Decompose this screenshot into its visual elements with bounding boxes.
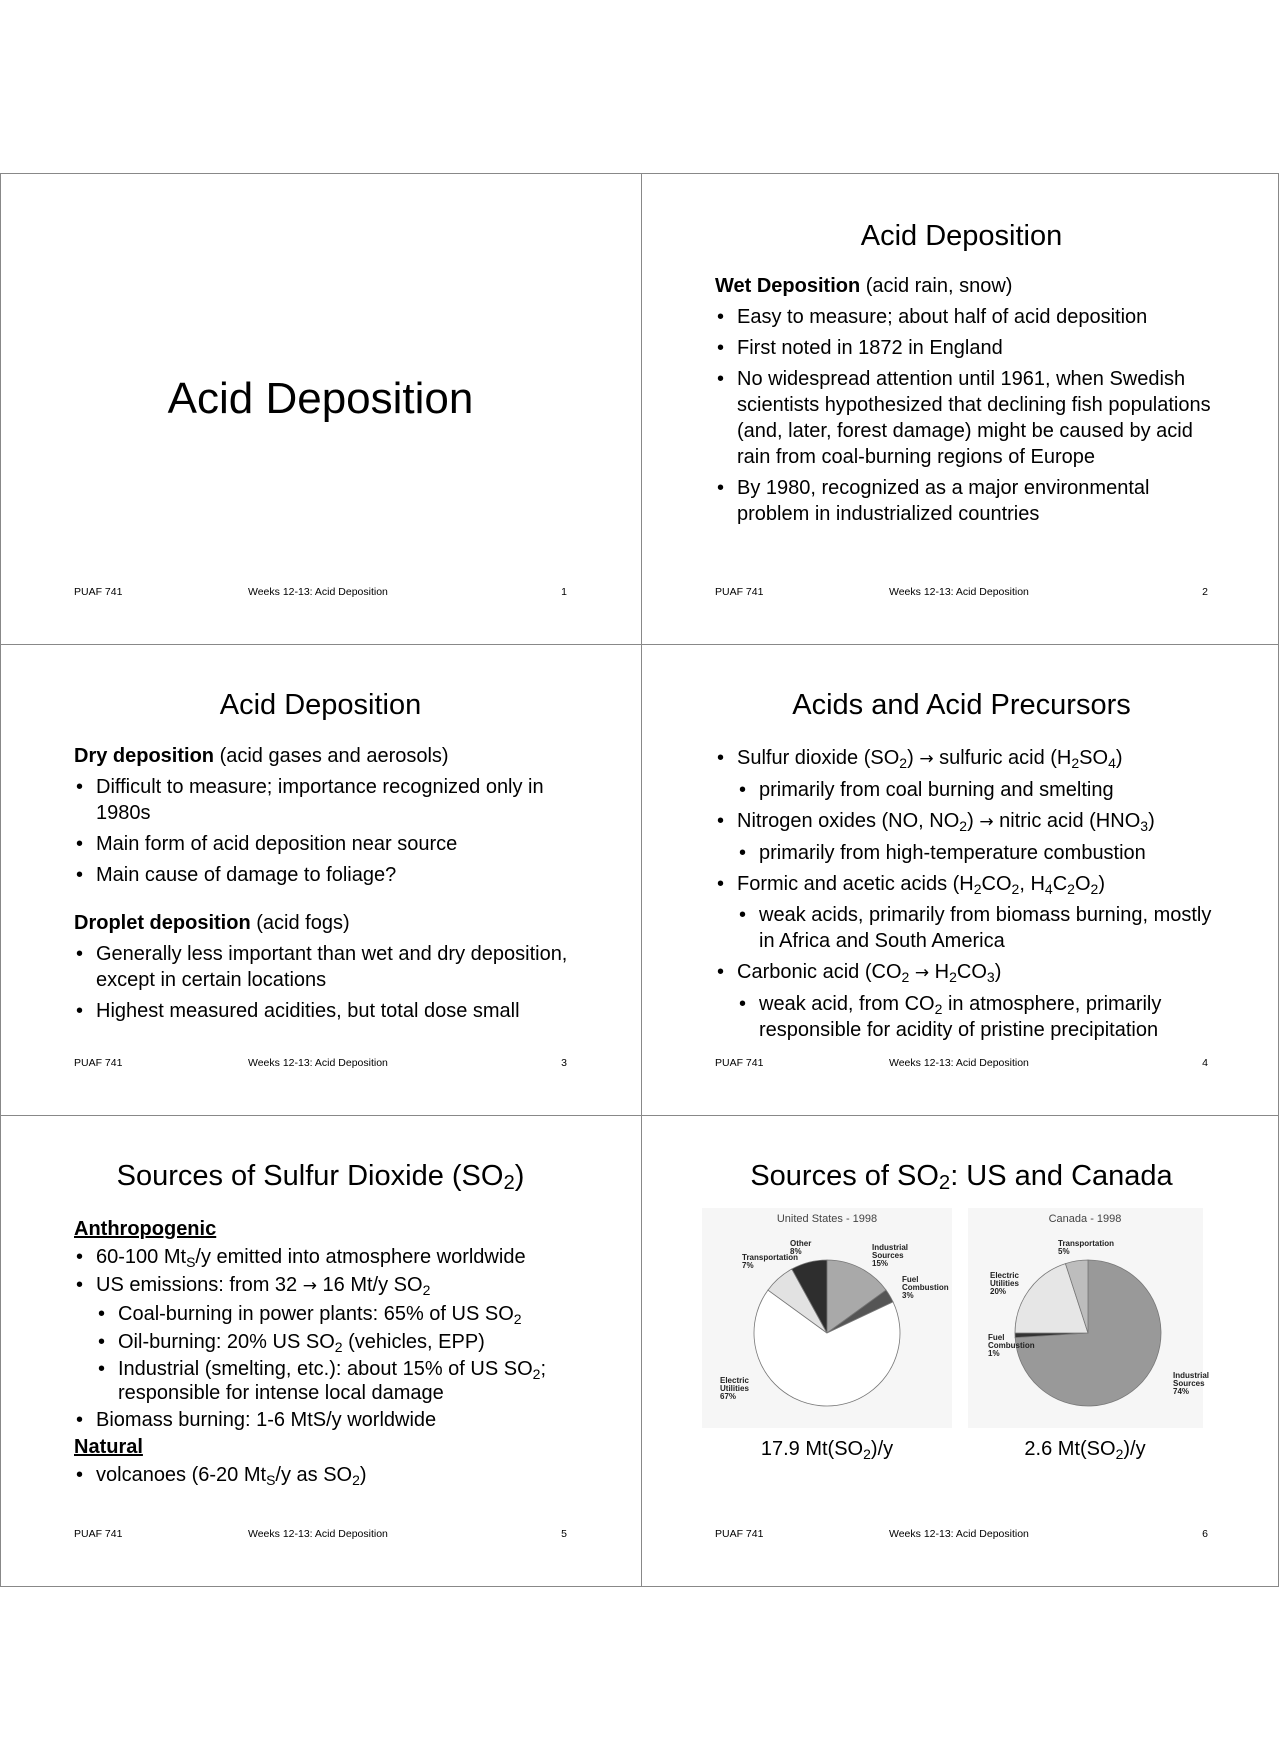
footer-course: PUAF 741 [715,1528,764,1540]
slide-2 [642,174,1281,644]
slide-number: 6 [1202,1528,1208,1540]
slide-title: Acids and Acid Precursors [792,689,1131,721]
bullet-list [715,304,1221,527]
footer-topic: Weeks 12-13: Acid Deposition [248,586,388,598]
slide-6 [642,1116,1281,1586]
bullet-list [74,1462,580,1488]
list-item: • No widespread attention until 1961, when Swedish scientists hypothesized that declining fish populations (and, later, forest damage) might be caused by acid rain from coal-burning regions of Europe [715,366,1221,470]
footer-course: PUAF 741 [715,1057,764,1069]
footer-course: PUAF 741 [715,586,764,598]
list-subitem: • Industrial (smelting, etc.): about 15% of US $SO_2$; responsible for intense local damage [74,1357,580,1405]
pie-slices [754,1260,900,1406]
pie-label-transportation: Transportation 5% [1058,1239,1115,1256]
list-subitem: • primarily from coal burning and smelting [715,777,1221,803]
slide-title: Sources of $SO_2$: US and Canada [750,1160,1173,1194]
pie-label-fuel-combustion: Fuel Combustion 3% [902,1275,949,1300]
chart-caption-canada: 2.6 $Mt(SO_2)/y$ [1024,1438,1146,1462]
arrow-icon: → [914,963,930,983]
pie-chart-canada [968,1208,1210,1428]
slide-4 [642,645,1281,1115]
arrow-icon: → [302,1276,317,1296]
slide-number: 3 [561,1057,567,1069]
pie-label-electric-utilities: Electric Utilities 67% [720,1376,749,1401]
bullet-list [74,941,580,1024]
section-heading-natural: Natural [74,1436,143,1458]
pie-label-industrial-sources: Industrial Sources 74% [1173,1371,1210,1396]
slide-body [715,273,1221,527]
slide-body [74,743,580,1024]
slide-title: Acid Deposition [219,689,422,721]
arrow-icon: → [919,749,934,769]
chart-caption-us: 17.9 $Mt(SO_2)/y$ [760,1438,894,1462]
chart-title: Canada - 1998 [1048,1213,1122,1225]
chart-title: United States - 1998 [776,1213,878,1225]
list-item: • By 1980, recognized as a major environmental problem in industrialized countries [715,475,1221,527]
bullet-list [74,1244,580,1433]
list-subitem: • Oil-burning: 20% US $SO_2$ (vehicles, EPP) [74,1329,580,1355]
list-item: • Highest measured acidities, but total dose small [74,998,580,1024]
footer-topic: Weeks 12-13: Acid Deposition [889,586,1029,598]
slide-footer [74,586,567,602]
slide-footer [715,1057,1208,1073]
slide-number: 2 [1202,586,1208,598]
footer-course: PUAF 741 [74,1528,123,1540]
slide-number: 1 [561,586,567,598]
slide-footer [715,1528,1208,1544]
list-item: • Main form of acid deposition near source [74,831,580,857]
footer-topic: Weeks 12-13: Acid Deposition [248,1057,388,1069]
slide-footer [74,1528,567,1544]
slide-title: Acid Deposition [860,220,1063,252]
list-subitem: • weak acid, from $CO_2$ in atmosphere, primarily responsible for acidity of pristine precipitation [715,991,1221,1043]
slide-number: 5 [561,1528,567,1540]
slide-footer [715,586,1208,602]
list-subitem: • weak acids, primarily from biomass burning, mostly in Africa and South America [715,902,1221,954]
slide-body [74,1216,580,1488]
list-item: • Biomass burning: 1-6 MtS/y worldwide [74,1407,580,1433]
list-item: • Main cause of damage to foliage? [74,862,580,888]
list-item: • First noted in 1872 in England [715,335,1221,361]
bullet-list [74,774,580,888]
pie-label-industrial-sources: Industrial Sources 15% [872,1243,909,1268]
section-heading: Dry deposition (acid gases and aerosols) [74,745,449,767]
slide-title: Acid Deposition [167,374,474,423]
list-item: • 60-100 $Mt_S/y$ emitted into atmosphere worldwide [74,1244,580,1270]
slide-footer [74,1057,567,1073]
pie-label-fuel-combustion: Fuel Combustion 1% [988,1333,1035,1358]
section-heading: Wet Deposition (acid rain, snow) [715,275,1013,297]
slide-title: Sources of Sulfur Dioxide $(SO_2)$ [116,1160,525,1194]
footer-topic: Weeks 12-13: Acid Deposition [889,1057,1029,1069]
list-item: • Easy to measure; about half of acid deposition [715,304,1221,330]
slide-body [715,740,1221,1043]
list-item: • Generally less important than wet and dry deposition, except in certain locations [74,941,580,993]
pie-chart-us [702,1208,952,1428]
pie-slices [1015,1260,1161,1406]
slide-3 [1,645,640,1115]
pie-label-electric-utilities: Electric Utilities 20% [990,1271,1019,1296]
list-item: • volcanoes (6-20 $Mt_S/y$ as $SO_2$) [74,1462,580,1488]
pie-label-other: Other 8% [790,1239,812,1256]
slide-number: 4 [1202,1057,1208,1069]
handout-grid [0,173,1279,1587]
list-item: • Difficult to measure; importance recognized only in 1980s [74,774,580,826]
section-heading-anthropogenic: Anthropogenic [74,1218,217,1240]
list-subitem: • primarily from high-temperature combustion [715,840,1221,866]
slide-1 [1,174,640,644]
footer-course: PUAF 741 [74,1057,123,1069]
slide-5 [1,1116,640,1586]
list-item: • Formic and acetic acids ($H_2CO_2$, $H_4C_2O_2$) [715,871,1221,897]
list-item: • Sulfur dioxide $(SO_2)$ → sulfuric acid $(H_2SO_4)$ [715,745,1221,772]
list-subitem: • Coal-burning in power plants: 65% of US $SO_2$ [74,1301,580,1327]
footer-topic: Weeks 12-13: Acid Deposition [889,1528,1029,1540]
arrow-icon: → [979,812,994,832]
list-item: • US emissions: from 32 → 16 Mt/y $SO_2$ [74,1272,580,1299]
bullet-list [715,745,1221,1043]
list-item: • Carbonic acid $(CO_2 \to H_2CO_3)$ [715,959,1221,986]
footer-topic: Weeks 12-13: Acid Deposition [248,1528,388,1540]
list-item: • Nitrogen oxides (NO, $NO_2$) → nitric acid $(HNO_3)$ [715,808,1221,835]
section-heading: Droplet deposition (acid fogs) [74,912,350,934]
footer-course: PUAF 741 [74,586,123,598]
pie-label-transportation: Transportation 7% [742,1253,799,1270]
